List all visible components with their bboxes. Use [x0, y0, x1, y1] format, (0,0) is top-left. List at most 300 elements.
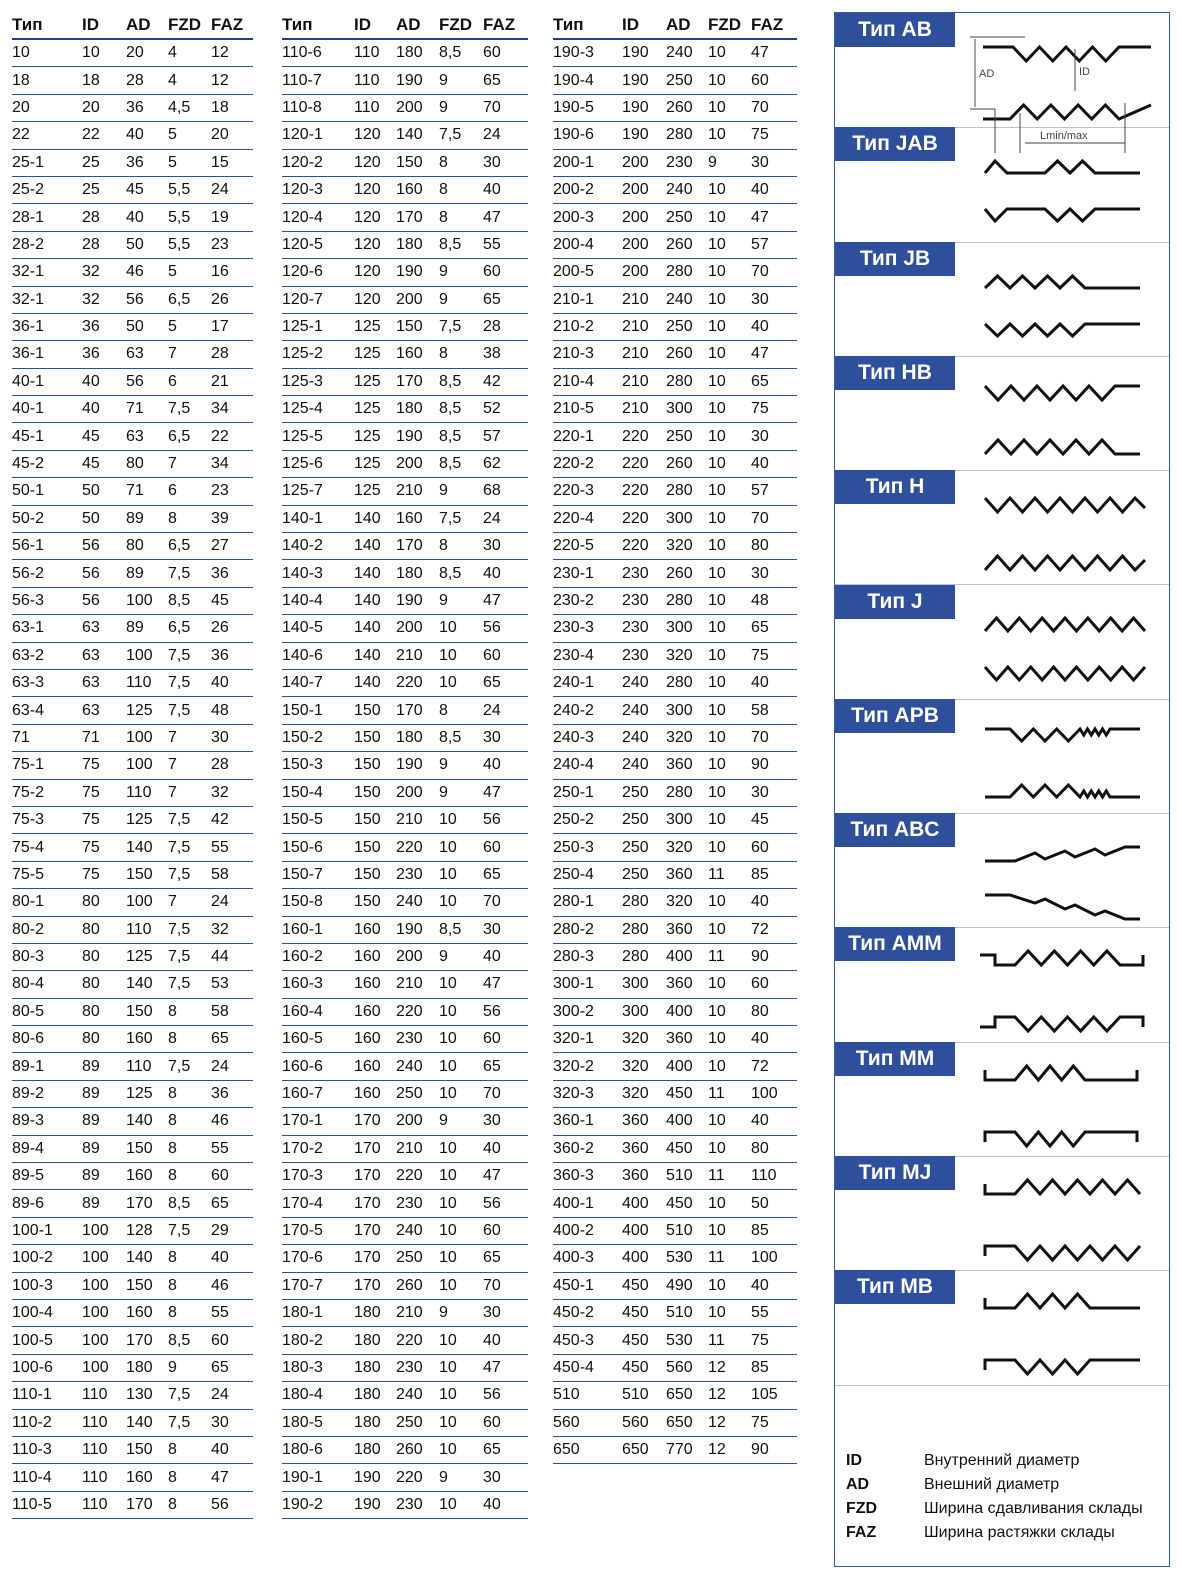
- table-cell: 125-6: [282, 450, 354, 477]
- table-row: [12, 286, 253, 313]
- table-cell: 240: [396, 1382, 439, 1409]
- table-row: [282, 724, 528, 751]
- table-cell: 7,5: [168, 1382, 211, 1409]
- table-row: [553, 505, 797, 532]
- profile-line: [985, 1360, 1140, 1374]
- table-cell: 170-7: [282, 1272, 354, 1299]
- table-cell: 490: [666, 1272, 708, 1299]
- table-cell: 24: [211, 1053, 253, 1080]
- table-cell: 250: [396, 1080, 439, 1107]
- table-cell: 450: [666, 1135, 708, 1162]
- table-cell: 63: [82, 642, 126, 669]
- table-cell: 89: [82, 1163, 126, 1190]
- table-cell: 75: [751, 1327, 797, 1354]
- table-cell: 280: [666, 478, 708, 505]
- table-row: [553, 971, 797, 998]
- table-cell: 110: [82, 1382, 126, 1409]
- table-cell: 180-4: [282, 1382, 354, 1409]
- legend-key: AD: [846, 1476, 870, 1493]
- table-cell: 560: [622, 1409, 666, 1436]
- table-cell: 36: [211, 560, 253, 587]
- table-cell: 140: [126, 1108, 168, 1135]
- table-row: [553, 478, 797, 505]
- table-cell: 63-4: [12, 697, 82, 724]
- table-cell: 450-3: [553, 1327, 622, 1354]
- table-cell: 190: [396, 752, 439, 779]
- table-row: [282, 67, 528, 94]
- table-row: [553, 1053, 797, 1080]
- table-row: [12, 752, 253, 779]
- table-cell: 220-1: [553, 423, 622, 450]
- table-cell: 80: [751, 998, 797, 1025]
- table-row: [12, 341, 253, 368]
- table-cell: 250: [622, 834, 666, 861]
- table-cell: 110: [82, 1409, 126, 1436]
- table-row: [12, 1108, 253, 1135]
- table-cell: 650: [553, 1436, 622, 1463]
- table-cell: 47: [483, 971, 528, 998]
- table-row: [12, 231, 253, 258]
- table-cell: 10: [439, 1272, 483, 1299]
- table-cell: 280: [666, 122, 708, 149]
- table-cell: 89: [82, 1135, 126, 1162]
- table-cell: 5: [168, 313, 211, 340]
- table-cell: 210: [622, 396, 666, 423]
- table-cell: 8: [168, 1436, 211, 1463]
- table-cell: 170: [126, 1327, 168, 1354]
- table-cell: 57: [751, 478, 797, 505]
- table-cell: 120: [354, 259, 396, 286]
- table-cell: 55: [483, 231, 528, 258]
- table-cell: 36: [82, 313, 126, 340]
- table-cell: 650: [666, 1382, 708, 1409]
- table-row: [282, 1217, 528, 1244]
- table-cell: 7,5: [168, 806, 211, 833]
- table-row: [553, 779, 797, 806]
- table-cell: 40: [751, 889, 797, 916]
- table-cell: 230: [622, 615, 666, 642]
- legend: [846, 1452, 1166, 1548]
- table-cell: 160: [396, 505, 439, 532]
- table-cell: 65: [483, 669, 528, 696]
- table-cell: 190: [354, 1491, 396, 1518]
- table-cell: 160-1: [282, 916, 354, 943]
- table-cell: 100: [126, 642, 168, 669]
- table-row: [553, 39, 797, 67]
- table-row: [282, 1464, 528, 1491]
- table-cell: 160: [126, 1464, 168, 1491]
- table-cell: 140: [354, 669, 396, 696]
- table-cell: 65: [483, 1053, 528, 1080]
- table-cell: 200: [622, 204, 666, 231]
- profile-line: [985, 729, 1140, 741]
- table-cell: 89-2: [12, 1080, 82, 1107]
- table-cell: 80: [82, 998, 126, 1025]
- table-cell: 240: [396, 1053, 439, 1080]
- table-cell: 280: [666, 669, 708, 696]
- table-cell: 190-2: [282, 1491, 354, 1518]
- table-row: [553, 1026, 797, 1053]
- profile-line: [985, 556, 1145, 570]
- table-cell: 160: [126, 1163, 168, 1190]
- table-cell: 110: [126, 1053, 168, 1080]
- table-row: [553, 94, 797, 121]
- table-cell: 150: [354, 861, 396, 888]
- table-row: [12, 1491, 253, 1518]
- table-cell: 40: [751, 1108, 797, 1135]
- length-label: Lmin/max: [1040, 130, 1088, 142]
- table-row: [553, 1299, 797, 1326]
- table-row: [12, 615, 253, 642]
- table-cell: 240: [622, 752, 666, 779]
- table-cell: 190: [396, 587, 439, 614]
- table-row: [282, 505, 528, 532]
- table-cell: 220-4: [553, 505, 622, 532]
- table-cell: 250: [622, 779, 666, 806]
- table-cell: 160: [354, 971, 396, 998]
- table-row: [12, 697, 253, 724]
- table-cell: 125: [126, 806, 168, 833]
- table-cell: 7: [168, 889, 211, 916]
- table-cell: 45: [126, 176, 168, 203]
- table-cell: 45: [211, 587, 253, 614]
- table-cell: 10: [439, 642, 483, 669]
- table-cell: 180: [354, 1354, 396, 1381]
- table-cell: 320: [666, 724, 708, 751]
- table-row: [553, 204, 797, 231]
- table-cell: 7,5: [168, 642, 211, 669]
- table-cell: 120: [354, 149, 396, 176]
- table-cell: 400: [622, 1245, 666, 1272]
- table-cell: 46: [211, 1272, 253, 1299]
- table-cell: 450: [622, 1327, 666, 1354]
- type-label: Тип AB: [835, 13, 955, 47]
- table-cell: 12: [211, 39, 253, 67]
- table-cell: 12: [708, 1354, 751, 1381]
- table-cell: 28: [211, 752, 253, 779]
- table-cell: 100: [126, 724, 168, 751]
- table-cell: 150-6: [282, 834, 354, 861]
- table-cell: 150-7: [282, 861, 354, 888]
- table-cell: 150-8: [282, 889, 354, 916]
- table-cell: 7,5: [168, 1217, 211, 1244]
- table-cell: 7,5: [168, 1053, 211, 1080]
- table-row: [12, 1382, 253, 1409]
- table-cell: 75-4: [12, 834, 82, 861]
- table-cell: 30: [751, 779, 797, 806]
- table-cell: 260: [396, 1436, 439, 1463]
- table-cell: 22: [12, 122, 82, 149]
- table-cell: 11: [708, 943, 751, 970]
- table-cell: 18: [82, 67, 126, 94]
- table-cell: 24: [211, 889, 253, 916]
- table-cell: 7,5: [168, 1409, 211, 1436]
- table-cell: 10: [708, 396, 751, 423]
- table-cell: 180: [354, 1299, 396, 1326]
- table-row: [12, 423, 253, 450]
- table-cell: 7: [168, 724, 211, 751]
- table-row: [12, 1080, 253, 1107]
- table-cell: 63: [82, 697, 126, 724]
- table-row: [12, 1190, 253, 1217]
- table-cell: 190: [396, 259, 439, 286]
- table-cell: 8: [168, 1464, 211, 1491]
- table-cell: 150: [126, 1436, 168, 1463]
- table-cell: 360: [666, 916, 708, 943]
- table-cell: 230: [396, 861, 439, 888]
- table-cell: 80-3: [12, 943, 82, 970]
- table-cell: 400: [666, 943, 708, 970]
- table-cell: 42: [211, 806, 253, 833]
- table-cell: 180: [354, 1436, 396, 1463]
- table-cell: 9: [439, 478, 483, 505]
- table-cell: 150: [354, 889, 396, 916]
- table-cell: 530: [666, 1245, 708, 1272]
- table-cell: 250: [396, 1245, 439, 1272]
- table-cell: 10: [708, 1299, 751, 1326]
- table-cell: 250-2: [553, 806, 622, 833]
- table-cell: 10: [708, 67, 751, 94]
- table-cell: 63: [82, 669, 126, 696]
- table-row: [12, 67, 253, 94]
- table-cell: 12: [708, 1436, 751, 1463]
- table-cell: 160: [396, 176, 439, 203]
- table-row: [282, 889, 528, 916]
- table-row: [12, 1163, 253, 1190]
- table-cell: 140: [354, 615, 396, 642]
- table-row: [282, 1026, 528, 1053]
- table-cell: 9: [708, 149, 751, 176]
- table-cell: 17: [211, 313, 253, 340]
- table-cell: 300-2: [553, 998, 622, 1025]
- table-cell: 300: [666, 505, 708, 532]
- table-cell: 56-3: [12, 587, 82, 614]
- table-cell: 190: [396, 67, 439, 94]
- table-row: [282, 1163, 528, 1190]
- table-cell: 220-3: [553, 478, 622, 505]
- table-cell: 40: [751, 450, 797, 477]
- table-cell: 10: [708, 642, 751, 669]
- table-cell: 8: [168, 1026, 211, 1053]
- table-cell: 4: [168, 39, 211, 67]
- table-row: [282, 1245, 528, 1272]
- table-cell: 10: [708, 779, 751, 806]
- type-tile-mb: [835, 1270, 1169, 1385]
- table-cell: 100: [751, 1245, 797, 1272]
- table-cell: 47: [751, 204, 797, 231]
- table-cell: 110-1: [12, 1382, 82, 1409]
- table-row: [553, 615, 797, 642]
- table-cell: 71: [82, 724, 126, 751]
- table-cell: 400: [666, 998, 708, 1025]
- table-cell: 10: [439, 1491, 483, 1518]
- table-cell: 200: [622, 259, 666, 286]
- table-cell: 8: [439, 697, 483, 724]
- table-cell: 60: [211, 1163, 253, 1190]
- table-cell: 65: [211, 1190, 253, 1217]
- table-cell: 10: [708, 752, 751, 779]
- table-cell: 150: [126, 998, 168, 1025]
- table-cell: 170: [396, 533, 439, 560]
- table-row: [12, 259, 253, 286]
- table-row: [553, 1382, 797, 1409]
- table-cell: 100: [126, 752, 168, 779]
- table-cell: 510: [622, 1382, 666, 1409]
- table-cell: 55: [211, 1135, 253, 1162]
- table-cell: 40: [483, 560, 528, 587]
- table-cell: 160-5: [282, 1026, 354, 1053]
- table-cell: 36: [82, 341, 126, 368]
- table-cell: 80: [751, 1135, 797, 1162]
- table-cell: 68: [483, 478, 528, 505]
- table-cell: 47: [483, 1354, 528, 1381]
- table-row: [12, 1327, 253, 1354]
- table-cell: 10: [708, 478, 751, 505]
- table-cell: 100: [126, 587, 168, 614]
- table-cell: 6,5: [168, 423, 211, 450]
- table-cell: 260: [666, 450, 708, 477]
- table-row: [282, 1080, 528, 1107]
- table-cell: 200: [622, 149, 666, 176]
- table-row: [12, 122, 253, 149]
- table-cell: 280-3: [553, 943, 622, 970]
- table-cell: 8: [439, 204, 483, 231]
- table-cell: 8,5: [168, 587, 211, 614]
- table-cell: 210-1: [553, 286, 622, 313]
- table-row: [282, 806, 528, 833]
- table-cell: 75: [82, 806, 126, 833]
- table-cell: 170-5: [282, 1217, 354, 1244]
- table-row: [12, 533, 253, 560]
- table-cell: 11: [708, 1245, 751, 1272]
- table-cell: 140-3: [282, 560, 354, 587]
- table-cell: 170: [354, 1135, 396, 1162]
- table-cell: 160: [354, 916, 396, 943]
- profile-line: [985, 440, 1140, 454]
- table-cell: 89: [82, 1190, 126, 1217]
- table-cell: 160: [126, 1299, 168, 1326]
- table-row: [553, 752, 797, 779]
- table-cell: 89-1: [12, 1053, 82, 1080]
- table-cell: 510: [553, 1382, 622, 1409]
- table-cell: 210: [622, 368, 666, 395]
- table-row: [553, 697, 797, 724]
- table-cell: 55: [211, 1299, 253, 1326]
- table-cell: 110-2: [12, 1409, 82, 1436]
- table-cell: 10: [708, 834, 751, 861]
- table-cell: 110: [82, 1491, 126, 1518]
- table-cell: 140: [126, 1409, 168, 1436]
- table-cell: 40: [483, 943, 528, 970]
- table-cell: 40: [751, 176, 797, 203]
- table-cell: 110-3: [12, 1436, 82, 1463]
- table-row: [12, 834, 253, 861]
- table-cell: 200: [396, 779, 439, 806]
- table-row: [282, 122, 528, 149]
- table-cell: 230: [622, 642, 666, 669]
- table-cell: 75: [82, 752, 126, 779]
- table-cell: 7,5: [168, 697, 211, 724]
- table-cell: 150: [354, 834, 396, 861]
- table-row: [12, 1053, 253, 1080]
- table-row: [12, 1354, 253, 1381]
- table-cell: 190: [622, 122, 666, 149]
- table-cell: 10: [439, 669, 483, 696]
- table-row: [282, 1190, 528, 1217]
- table-cell: 190: [622, 39, 666, 67]
- table-cell: 63: [126, 341, 168, 368]
- table-cell: 40: [483, 1327, 528, 1354]
- table-cell: 47: [483, 587, 528, 614]
- table-row: [553, 149, 797, 176]
- table-cell: 220-2: [553, 450, 622, 477]
- table-cell: 220: [622, 450, 666, 477]
- table-cell: 200-5: [553, 259, 622, 286]
- table-cell: 10: [708, 724, 751, 751]
- table-cell: 170: [354, 1217, 396, 1244]
- table-cell: 70: [483, 1080, 528, 1107]
- table-cell: 280: [622, 916, 666, 943]
- table-row: [553, 560, 797, 587]
- table-cell: 10: [708, 122, 751, 149]
- table-cell: 200-1: [553, 149, 622, 176]
- table-cell: 65: [483, 1245, 528, 1272]
- table-cell: 60: [483, 1217, 528, 1244]
- table-row: [282, 1272, 528, 1299]
- table-cell: 210: [622, 286, 666, 313]
- table-cell: 100: [82, 1354, 126, 1381]
- column-header: FAZ: [211, 12, 253, 39]
- table-cell: 560: [666, 1354, 708, 1381]
- table-cell: 280: [666, 587, 708, 614]
- table-cell: 320: [666, 834, 708, 861]
- table-cell: 4,5: [168, 94, 211, 121]
- table-cell: 45: [751, 806, 797, 833]
- table-cell: 110-8: [282, 94, 354, 121]
- table-cell: 240: [396, 889, 439, 916]
- column-header: AD: [396, 12, 439, 39]
- table-cell: 170: [126, 1190, 168, 1217]
- table-cell: 80-1: [12, 889, 82, 916]
- table-cell: 210-5: [553, 396, 622, 423]
- table-cell: 36: [211, 1080, 253, 1107]
- table-cell: 125-1: [282, 313, 354, 340]
- table-cell: 160: [354, 1080, 396, 1107]
- table-cell: 7,5: [168, 943, 211, 970]
- table-cell: 7,5: [168, 396, 211, 423]
- table-cell: 320-3: [553, 1080, 622, 1107]
- table-cell: 71: [12, 724, 82, 751]
- table-cell: 47: [483, 204, 528, 231]
- table-cell: 170: [354, 1190, 396, 1217]
- table-cell: 360: [622, 1135, 666, 1162]
- table-cell: 160-6: [282, 1053, 354, 1080]
- profile-line: [985, 618, 1145, 631]
- table-cell: 57: [751, 231, 797, 258]
- table-cell: 8,5: [439, 724, 483, 751]
- table-cell: 150-1: [282, 697, 354, 724]
- table-header-row: [12, 12, 253, 39]
- profile-line: [985, 785, 1140, 797]
- table-cell: 180: [354, 1382, 396, 1409]
- table-row: [282, 998, 528, 1025]
- table-cell: 32: [211, 916, 253, 943]
- table-cell: 9: [439, 1464, 483, 1491]
- legend-row: [846, 1500, 1166, 1524]
- table-cell: 65: [751, 615, 797, 642]
- table-cell: 770: [666, 1436, 708, 1463]
- table-cell: 10: [708, 341, 751, 368]
